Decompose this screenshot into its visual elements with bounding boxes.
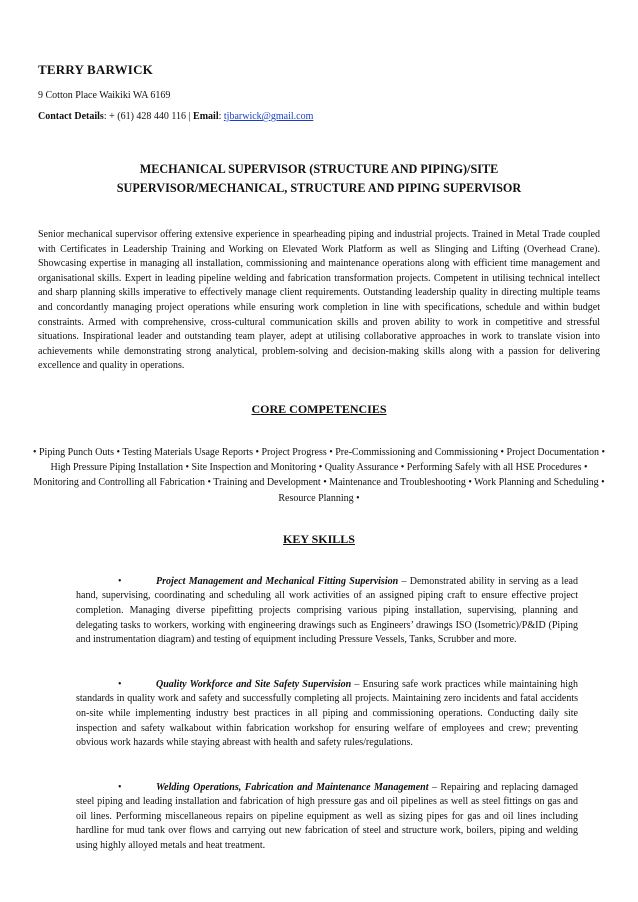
bullet-icon: • [118,575,122,587]
skill-title: Welding Operations, Fabrication and Maintenance Management [156,781,429,793]
email-link[interactable]: tjbarwick@gmail.com [223,111,314,122]
skill-item [38,575,600,648]
contact-label: Contact Details [38,111,104,122]
skill-item [38,781,600,854]
candidate-name: TERRY BARWICK [38,62,153,77]
job-title-headline [38,160,600,198]
skill-item [38,678,600,751]
contact-details [38,111,600,122]
core-competencies-heading: CORE COMPETENCIES [251,401,387,416]
address: 9 Cotton Place Waikiki WA 6169 [38,90,171,101]
key-skills-heading: KEY SKILLS [283,531,355,546]
skill-description: – Demonstrated ability in serving as a lead hand, supervising, coordinating and scheduling all work activities of an assigned piping craft to ensure effective project completion. Managing diverse pipefitting projects comprising various piping installation, supervising, planning and delegating tasks to workers, working with engineering drawings such as Engineers’ drawings ISO (Isometric)/P&ID (Piping and instrumentation diagram) and testing of equipment including Pressure Vessels, Tanks, Scrubber and more. [76,575,578,646]
bullet-icon: • [118,678,122,690]
skill-title: Project Management and Mechanical Fitting Supervision [156,575,399,587]
headline-line-1: MECHANICAL SUPERVISOR (STRUCTURE AND PIPING)/SITE [139,162,499,176]
skill-description: – Ensuring safe work practices while maintaining high standards in quality work and safety and successfully completing all projects. Maintaining zero incidents and fatal accidents on-site while implementing industry best practices in all piping and commissioning operations. Conducting daily site inspection and safety walkabout within fabrication workshop for ensuring welfare of employees and crew; preventing obvious work hazards while staying abreast with health and safety rules/regulations. [76,678,578,749]
email-label: Email [193,111,219,122]
headline-line-2: SUPERVISOR/MECHANICAL, STRUCTURE AND PIPING SUPERVISOR [116,181,522,195]
key-skills-list [38,575,600,854]
professional-summary: Senior mechanical supervisor offering extensive experience in spearheading piping and industrial projects. Trained in Metal Trade coupled with Certificates in Leadership Training and Working on Elevated Work Platform as well as Slinging and Lifting (Overhead Crane). Showcasing expertise in managing all installation, commissioning and maintenance operations along with efficient time management and organisational skills. Expert in leading pipeline welding and fabrication transformation projects. Competent in utilising technical intellect and sharp planning skills imperative to effectively manage client requirements. Outstanding leadership quality in directing multiple teams and concordantly managing project operations while ensuring work completion in line with specifications, schedule and within budget constraints. Armed with comprehensive, cross-cultural communication skills and proven ability to work in competitive and stressful situations. Inspirational leader and outstanding team player, adept at utilising collaborative approaches in work to translate vision into achievements while demonstrating strong analytical, problem-solving and decision-making skills along with a passion for delivering excellence and quality in operations. [38,229,600,372]
skill-description: – Repairing and replacing damaged steel piping and leading installation and fabrication of high pressure gas and oil pipelines as well as steel fittings on gas and oil lines. Performing miscellaneous repairs on pipeline equipment as well as sizing pipes for gas and oil lines including hardline for mud tank over flows and carrying out new fabrication of steel and structure work, boilers, piping and welding using highly alloyed metals and heat treatment. [76,781,579,852]
skill-title: Quality Workforce and Site Safety Supervision [156,678,352,690]
core-competencies-list: • Piping Punch Outs • Testing Materials Usage Reports • Project Progress • Pre-Commissioning and Commissioning • Project Documentation • High Pressure Piping Installation • Site Inspection and Monitoring • Quality Assurance • Performing Safely with all HSE Procedures • Monitoring and Controlling all Fabrication • Training and Development • Maintenance and Troubleshooting • Work Planning and Scheduling • Resource Planning • [32,446,606,504]
bullet-icon: • [118,781,122,793]
phone-number: : + (61) 428 440 116 | [103,111,194,122]
email-separator: : [218,111,224,122]
